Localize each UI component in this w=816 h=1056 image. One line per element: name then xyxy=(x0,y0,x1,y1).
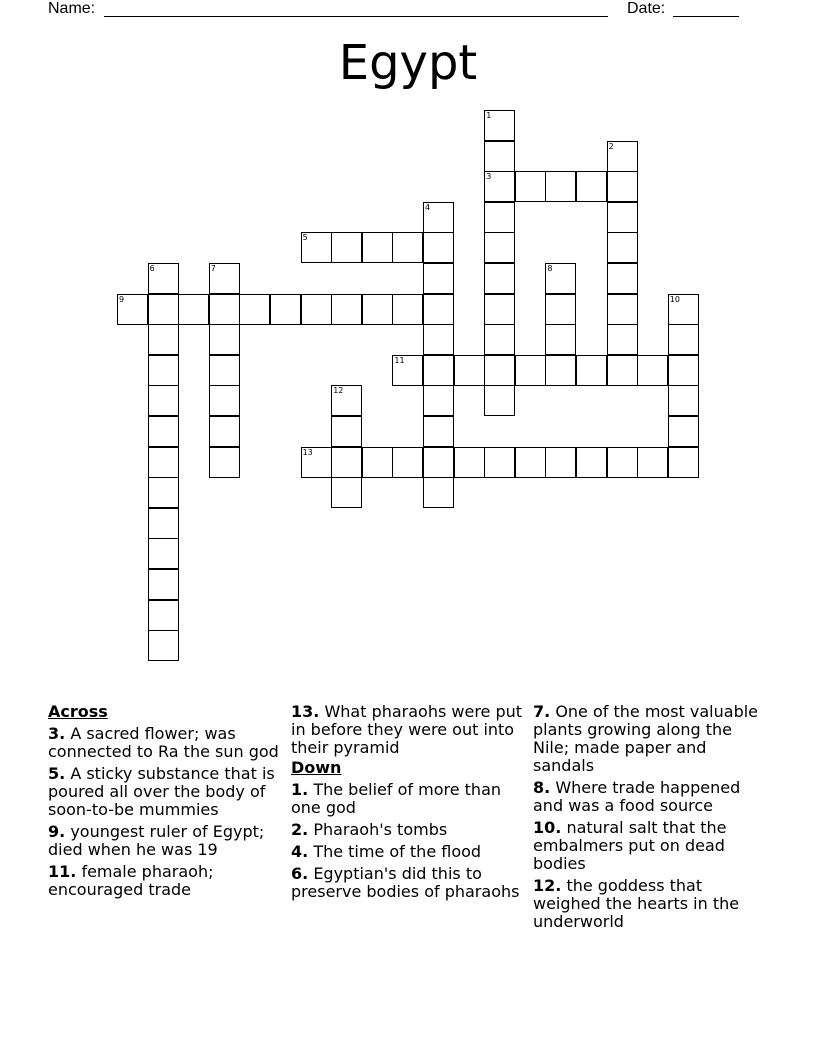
grid-cell[interactable] xyxy=(576,447,607,478)
grid-cell[interactable] xyxy=(484,110,515,141)
grid-cell[interactable] xyxy=(392,355,423,386)
grid-cell[interactable] xyxy=(148,538,179,569)
name-label: Name: xyxy=(48,0,96,17)
grid-cell[interactable] xyxy=(545,324,576,355)
cell-number: 7 xyxy=(210,264,216,273)
grid-cell[interactable] xyxy=(209,294,240,325)
grid-cell[interactable] xyxy=(637,355,668,386)
cell-number: 9 xyxy=(119,294,125,304)
grid-cell[interactable] xyxy=(148,447,179,478)
clue-down: 7. One of the most valuable plants growing along the Nile; made paper and sandals xyxy=(533,702,759,775)
grid-cell[interactable] xyxy=(178,294,209,325)
clue-across: 11. female pharaoh; encouraged trade xyxy=(48,862,214,899)
grid-cell[interactable] xyxy=(668,294,699,325)
grid-cell[interactable] xyxy=(301,447,332,478)
grid-cell[interactable] xyxy=(301,232,332,263)
grid-cell[interactable] xyxy=(576,171,607,202)
grid-cell[interactable] xyxy=(148,630,179,661)
grid-cell[interactable] xyxy=(362,447,393,478)
grid-cell[interactable] xyxy=(331,232,362,263)
grid-cell[interactable] xyxy=(209,324,240,355)
grid-cell[interactable] xyxy=(423,202,454,233)
cell-number: 13 xyxy=(302,447,313,457)
grid-cell[interactable] xyxy=(484,171,515,202)
grid-cell[interactable] xyxy=(484,202,515,233)
clue-column-2 xyxy=(291,703,529,903)
grid-cell[interactable] xyxy=(454,355,485,386)
grid-cell[interactable] xyxy=(423,232,454,263)
grid-cell[interactable] xyxy=(668,416,699,447)
grid-cell[interactable] xyxy=(607,355,638,386)
grid-cell[interactable] xyxy=(484,294,515,325)
cell-number: 2 xyxy=(608,141,614,151)
grid-cell[interactable] xyxy=(423,416,454,447)
grid-cell[interactable] xyxy=(331,294,362,325)
grid-cell[interactable] xyxy=(607,141,638,172)
clue-down: 6. Egyptian's did this to preserve bodies of pharaohs xyxy=(291,864,520,901)
clue-down: 2. Pharaoh's tombs xyxy=(291,820,448,839)
grid-cell[interactable] xyxy=(270,294,301,325)
cell-number: 6 xyxy=(149,264,155,273)
grid-cell[interactable] xyxy=(423,477,454,508)
grid-cell[interactable] xyxy=(209,385,240,416)
grid-cell[interactable] xyxy=(392,447,423,478)
grid-cell[interactable] xyxy=(392,294,423,325)
grid-cell[interactable] xyxy=(148,600,179,631)
grid-cell[interactable] xyxy=(607,232,638,263)
clue-down: 10. natural salt that the embalmers put on dead bodies xyxy=(533,818,727,873)
grid-cell[interactable] xyxy=(607,294,638,325)
clue-down: 8. Where trade happened and was a food source xyxy=(533,778,741,815)
grid-cell[interactable] xyxy=(148,416,179,447)
grid-cell[interactable] xyxy=(423,294,454,325)
cell-number: 8 xyxy=(547,264,553,273)
grid-cell[interactable] xyxy=(515,171,546,202)
clue-across: 5. A sticky substance that is poured all over the body of soon-to-be mummies xyxy=(48,764,275,819)
grid-cell[interactable] xyxy=(515,355,546,386)
grid-cell[interactable] xyxy=(484,232,515,263)
grid-cell[interactable] xyxy=(392,232,423,263)
clue-column-3 xyxy=(533,703,768,933)
grid-cell[interactable] xyxy=(148,385,179,416)
date-label: Date: xyxy=(627,0,666,17)
grid-cell[interactable] xyxy=(484,263,515,294)
grid-cell[interactable] xyxy=(331,416,362,447)
grid-cell[interactable] xyxy=(209,447,240,478)
grid-cell[interactable] xyxy=(668,324,699,355)
grid-cell[interactable] xyxy=(668,385,699,416)
grid-cell[interactable] xyxy=(484,385,515,416)
grid-cell[interactable] xyxy=(607,324,638,355)
grid-cell[interactable] xyxy=(668,355,699,386)
grid-cell[interactable] xyxy=(331,477,362,508)
grid-cell[interactable] xyxy=(423,385,454,416)
cell-number: 4 xyxy=(425,202,431,212)
grid-cell[interactable] xyxy=(607,171,638,202)
puzzle-title: Egypt xyxy=(338,35,478,91)
grid-cell[interactable] xyxy=(148,324,179,355)
grid-cell[interactable] xyxy=(423,355,454,386)
grid-cell[interactable] xyxy=(148,477,179,508)
cell-number: 11 xyxy=(394,355,405,365)
grid-cell[interactable] xyxy=(454,447,485,478)
grid-cell[interactable] xyxy=(607,263,638,294)
grid-cell[interactable] xyxy=(362,294,393,325)
grid-cell[interactable] xyxy=(576,355,607,386)
grid-cell[interactable] xyxy=(331,385,362,416)
grid-cell[interactable] xyxy=(637,447,668,478)
grid-cell[interactable] xyxy=(607,202,638,233)
clue-down: 4. The time of the flood xyxy=(291,842,482,861)
clue-down: 1. The belief of more than one god xyxy=(291,780,502,817)
grid-cell[interactable] xyxy=(484,324,515,355)
across-heading: Across xyxy=(48,702,108,721)
grid-cell[interactable] xyxy=(209,355,240,386)
down-heading: Down xyxy=(291,758,342,777)
grid-cell[interactable] xyxy=(423,263,454,294)
grid-cell[interactable] xyxy=(668,447,699,478)
grid-cell[interactable] xyxy=(484,447,515,478)
grid-cell[interactable] xyxy=(545,263,576,294)
clue-across: 3. A sacred flower; was connected to Ra the sun god xyxy=(48,724,279,761)
grid-cell[interactable] xyxy=(362,232,393,263)
clue-across: 9. youngest ruler of Egypt; died when he was 19 xyxy=(48,822,265,859)
cell-number: 5 xyxy=(302,233,308,243)
grid-cell[interactable] xyxy=(209,263,240,294)
clue-across: 13. What pharaohs were put in before they were out into their pyramid xyxy=(291,702,523,757)
grid-cell[interactable] xyxy=(484,355,515,386)
cell-number: 12 xyxy=(333,386,344,396)
grid-cell[interactable] xyxy=(148,263,179,294)
grid-cell[interactable] xyxy=(545,447,576,478)
grid-cell[interactable] xyxy=(148,569,179,600)
clue-column-1 xyxy=(48,703,288,901)
grid-cell[interactable] xyxy=(209,416,240,447)
grid-cell[interactable] xyxy=(331,447,362,478)
grid-cell[interactable] xyxy=(301,294,332,325)
cell-number: 10 xyxy=(669,294,680,304)
grid-cell[interactable] xyxy=(515,447,546,478)
grid-cell[interactable] xyxy=(117,294,148,325)
grid-cell[interactable] xyxy=(545,171,576,202)
grid-cell[interactable] xyxy=(484,141,515,172)
grid-cell[interactable] xyxy=(148,355,179,386)
clue-down: 12. the goddess that weighed the hearts in the underworld xyxy=(533,876,740,931)
grid-cell[interactable] xyxy=(423,447,454,478)
grid-cell[interactable] xyxy=(423,324,454,355)
grid-cell[interactable] xyxy=(545,355,576,386)
grid-cell[interactable] xyxy=(239,294,270,325)
grid-cell[interactable] xyxy=(148,294,179,325)
grid-cell[interactable] xyxy=(148,508,179,539)
cell-number: 1 xyxy=(486,111,492,120)
grid-cell[interactable] xyxy=(545,294,576,325)
cell-number: 3 xyxy=(486,172,492,182)
grid-cell[interactable] xyxy=(607,447,638,478)
